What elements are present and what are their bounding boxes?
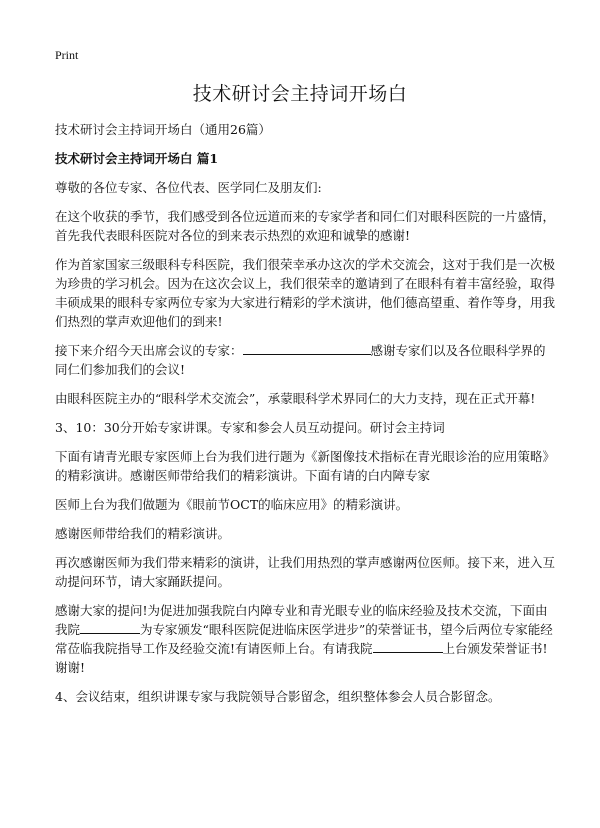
paragraph-second-lecture: 医师上台为我们做题为《眼前节OCT的临床应用》的精彩演讲。 bbox=[55, 497, 409, 512]
print-label: Print bbox=[55, 48, 79, 62]
paragraph-first-lecture: 下面有请青光眼专家医师上台为我们进行题为《新图像技术指标在青光眼诊治的应用策略》的精彩演讲。感谢医师带给我们的精彩演讲。下面有请的白内障专家 bbox=[55, 449, 556, 483]
paragraph-expert-intro-end: 感谢专家们以及各位眼科学界的同仁们参加我们的会议! bbox=[55, 343, 546, 377]
section-heading: 技术研讨会主持词开场白 篇1 bbox=[55, 151, 219, 166]
blank-line bbox=[243, 341, 371, 355]
blank-line bbox=[80, 620, 140, 634]
paragraph-expert-intro-start: 接下来介绍今天出席会议的专家： bbox=[55, 343, 243, 358]
document-body bbox=[55, 120, 555, 716]
paragraph-certificate bbox=[55, 601, 555, 677]
paragraph-thanks: 感谢医师带给我们的精彩演讲。 bbox=[55, 526, 231, 541]
paragraph-certificate-part1: 感谢大家的提问!为促进加强我院白内障专业和青光眼专业的临床经验及技术交流，下面由我院 bbox=[55, 603, 548, 637]
paragraph-opening: 由眼科医院主办的“眼科学术交流会”，承蒙眼科学术界同仁的大力支持，现在正式开幕! bbox=[55, 391, 536, 406]
blank-line bbox=[373, 639, 443, 653]
paragraph-introduction: 作为首家国家三级眼科专科医院，我们很荣幸承办这次的学术交流会，这对于我们是一次极为珍贵的学习机会。因为在这次会议上，我们很荣幸的邀请到了在眼科有着丰富经验，取得丰硕成果的眼科专家两位专家为大家进行精彩的学术演讲，他们德高望重、着作等身，用我们热烈的掌声欢迎他们的到来! bbox=[55, 257, 556, 329]
paragraph-closing: 4、会议结束，组织讲课专家与我院领导合影留念，组织整体参会人员合影留念。 bbox=[55, 689, 501, 704]
paragraph-certificate-part2: 为专家颁发“眼科医院促进临床医学进步”的荣誉证书，望今后两位专家能经常莅临我院指导工作及经验交流!有请医师上台。有请我院 bbox=[55, 622, 553, 656]
document-title: 技术研讨会主持词开场白 bbox=[192, 83, 408, 105]
paragraph-schedule: 3、10：30分开始专家讲课。专家和参会人员互动提问。研讨会主持词 bbox=[55, 420, 445, 435]
paragraph-welcome: 在这个收获的季节，我们感受到各位远道而来的专家学者和同仁们对眼科医院的一片盛情，首先我代表眼科医院对各位的到来表示热烈的欢迎和诚挚的感谢! bbox=[55, 209, 556, 243]
paragraph-greeting: 尊敬的各位专家、各位代表、医学同仁及朋友们: bbox=[55, 180, 322, 195]
paragraph-expert-intro bbox=[55, 341, 555, 379]
paragraph-qa: 再次感谢医师为我们带来精彩的演讲，让我们用热烈的掌声感谢两位医师。接下来，进入互动提问环节，请大家踊跃提问。 bbox=[55, 555, 556, 589]
paragraph-certificate-part3: 上台颁发荣誉证书!谢谢! bbox=[55, 641, 548, 675]
document-subtitle: 技术研讨会主持词开场白（通用26篇） bbox=[55, 122, 271, 137]
